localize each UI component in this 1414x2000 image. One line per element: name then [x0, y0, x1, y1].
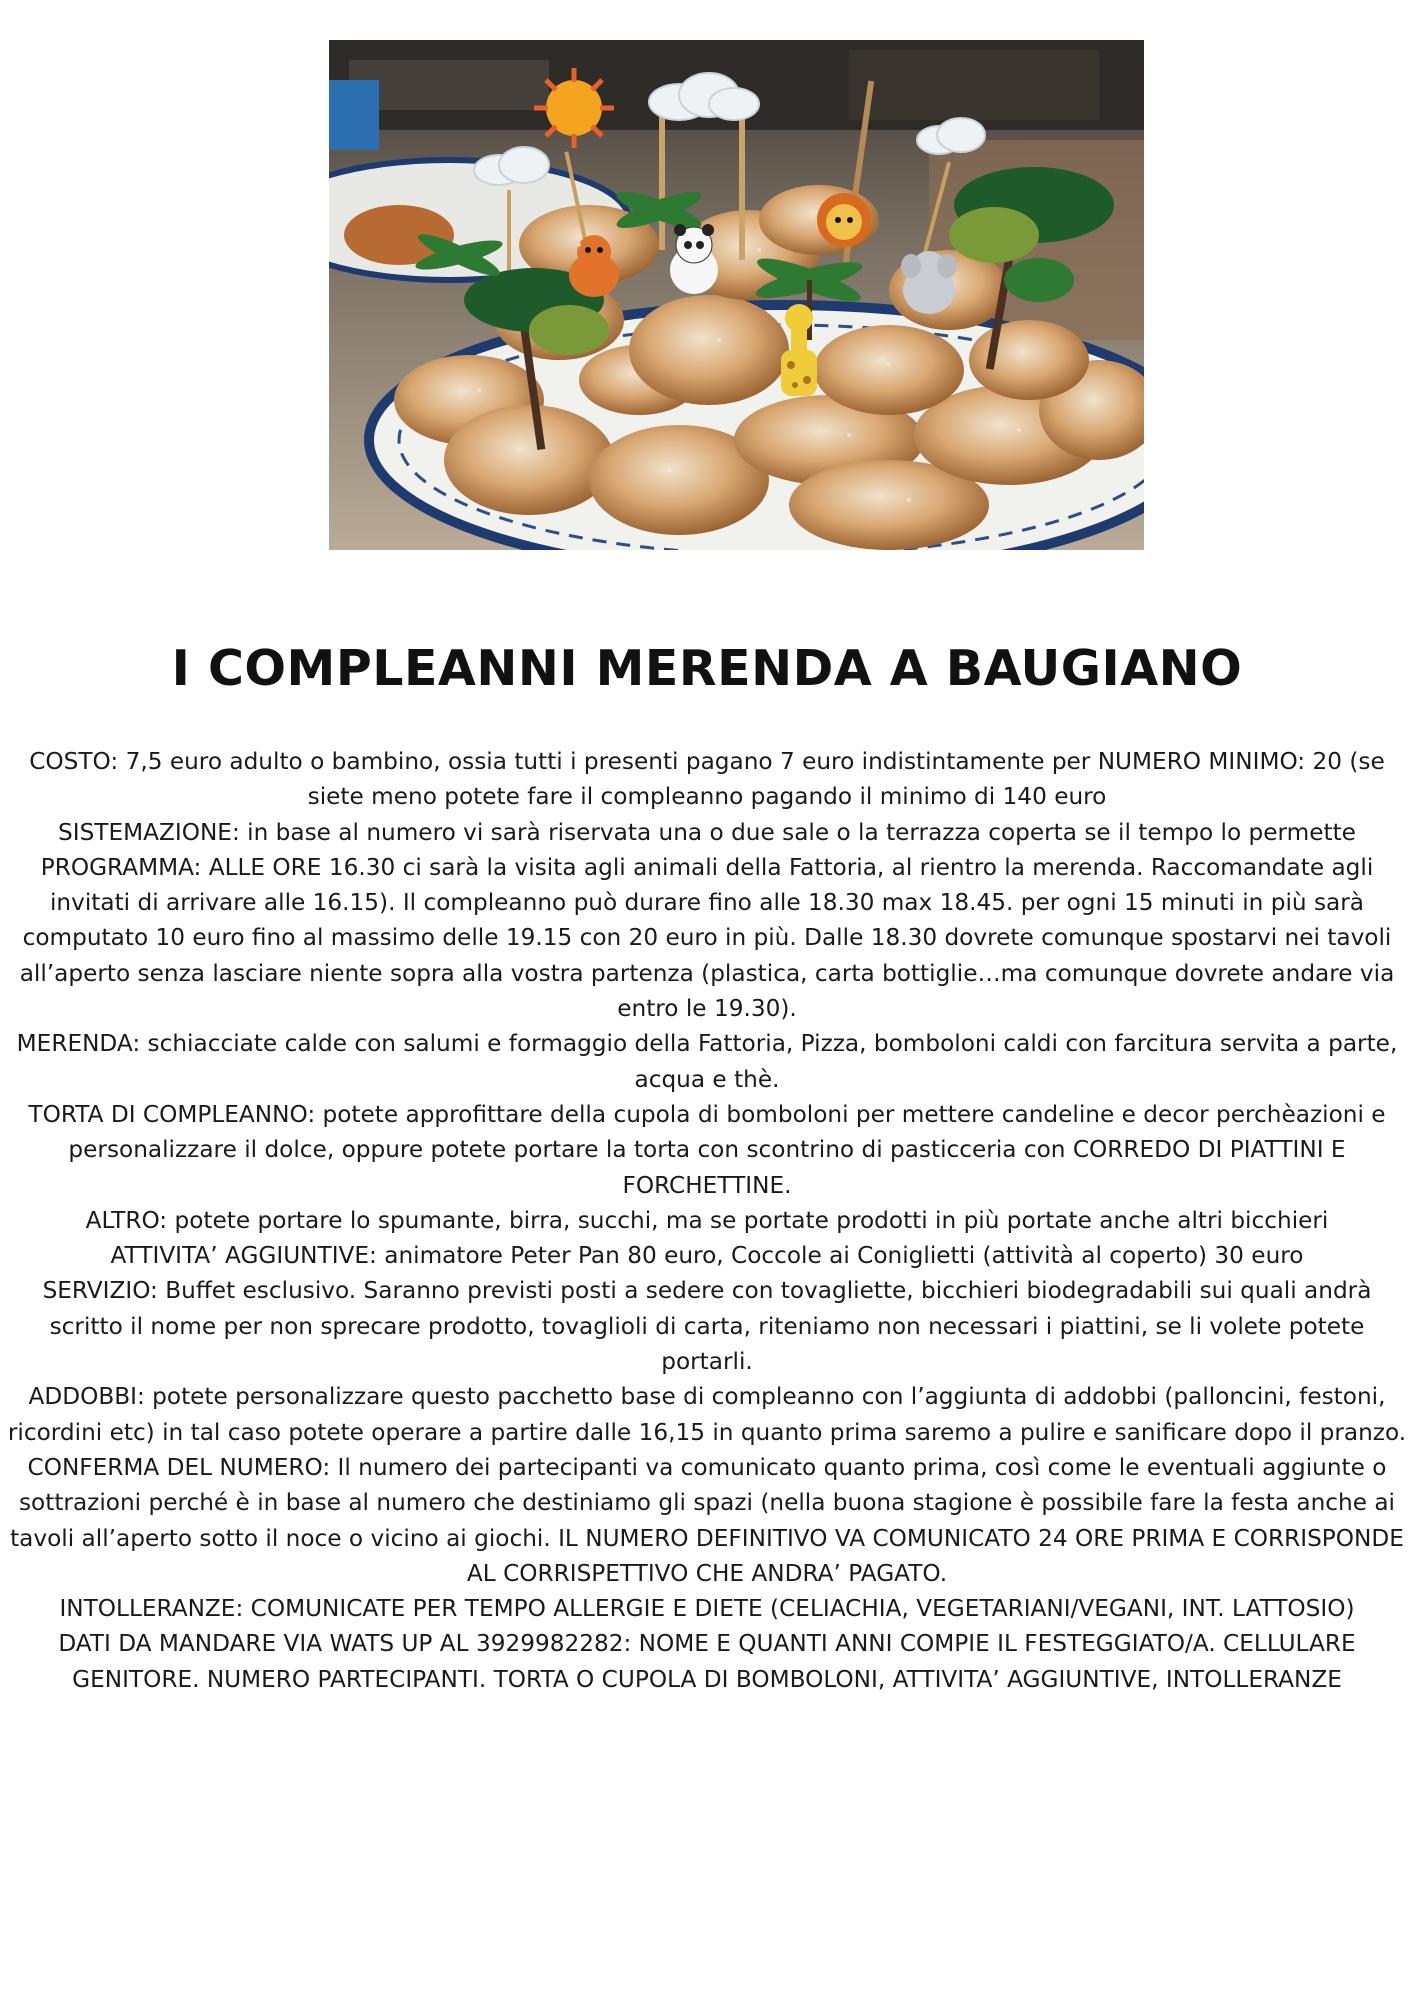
bomboloni-cake-photo: [329, 40, 1144, 550]
paragraph-servizio: SERVIZIO: Buffet esclusivo. Saranno previsti posti a sedere con tovagliette, bicchieri biodegradabili sui quali andrà scritto il nome per non sprecare prodotto, tovaglioli di carta, riteniamo non necessari i piattini, se li volete potete portarli.: [42, 1277, 1372, 1376]
document-body: [6, 744, 1408, 1697]
paragraph-torta: TORTA DI COMPLEANNO: potete approfittare della cupola di bomboloni per mettere candeline e decor perchèazioni e personalizzare il dolce, oppure potete portare la torta con scontrino di pasticceria con CORREDO DI PIATTINI E FORCHETTINE.: [28, 1100, 1386, 1199]
hero-photo: [329, 40, 1144, 550]
paragraph-costo: COSTO: 7,5 euro adulto o bambino, ossia tutti i presenti pagano 7 euro indistintamente per NUMERO MINIMO: 20 (se siete meno potete fare il compleanno pagando il minimo di 140 euro: [29, 748, 1385, 811]
paragraph-sistemazione: SISTEMAZIONE: in base al numero vi sarà riservata una o due sale o la terrazza coperta se il tempo lo permette: [58, 818, 1356, 846]
paragraph-merenda: MERENDA: schiacciate calde con salumi e formaggio della Fattoria, Pizza, bomboloni caldi con farcitura servita a parte, acqua e thè.: [16, 1030, 1398, 1093]
paragraph-addobbi: ADDOBBI: potete personalizzare questo pacchetto base di compleanno con l’aggiunta di addobbi (palloncini, festoni, ricordini etc) in tal caso potete operare a partire dalle 16,15 in quanto prima saremo a pulire e sanificare dopo il pranzo.: [7, 1383, 1407, 1446]
paragraph-dati: DATI DA MANDARE VIA WATS UP AL 3929982282: NOME E QUANTI ANNI COMPIE IL FESTEGGIATO/A. CELLULARE GENITORE. NUMERO PARTECIPANTI. TORTA O CUPOLA DI BOMBOLONI, ATTIVITA’ AGGIUNTIVE, INTOLLERANZE: [58, 1630, 1356, 1693]
paragraph-programma: PROGRAMMA: ALLE ORE 16.30 ci sarà la visita agli animali della Fattoria, al rientro la merenda. Raccomandate agli invitati di arrivare alle 16.15). Il compleanno può durare fino alle 18.30 max 18.45. per ogni 15 minuti in più sarà computato 10 euro fino al massimo delle 19.15 con 20 euro in più. Dalle 18.30 dovrete comunque spostarvi nei tavoli all’aperto senza lasciare niente sopra alla vostra partenza (plastica, carta bottiglie…ma comunque dovrete andare via entro le 19.30).: [19, 853, 1395, 1023]
paragraph-intolleranze: INTOLLERANZE: COMUNICATE PER TEMPO ALLERGIE E DIETE (CELIACHIA, VEGETARIANI/VEGANI, INT. LATTOSIO): [59, 1595, 1355, 1623]
page-title: I COMPLEANNI MERENDA A BAUGIANO: [171, 640, 1243, 697]
paragraph-conferma: CONFERMA DEL NUMERO: Il numero dei partecipanti va comunicato quanto prima, così come le eventuali aggiunte o sottrazioni perché è in base al numero che destiniamo gli spazi (nella buona stagione è possibile fare la festa anche ai tavoli all’aperto sotto il noce o vicino ai giochi. IL NUMERO DEFINITIVO VA COMUNICATO 24 ORE PRIMA E CORRISPONDE AL CORRISPETTIVO CHE ANDRA’ PAGATO.: [10, 1453, 1404, 1587]
paragraph-attivita: ATTIVITA’ AGGIUNTIVE: animatore Peter Pan 80 euro, Coccole ai Coniglietti (attività al coperto) 30 euro: [110, 1242, 1304, 1270]
paragraph-altro: ALTRO: potete portare lo spumante, birra, succhi, ma se portate prodotti in più portate anche altri bicchieri: [85, 1206, 1329, 1234]
